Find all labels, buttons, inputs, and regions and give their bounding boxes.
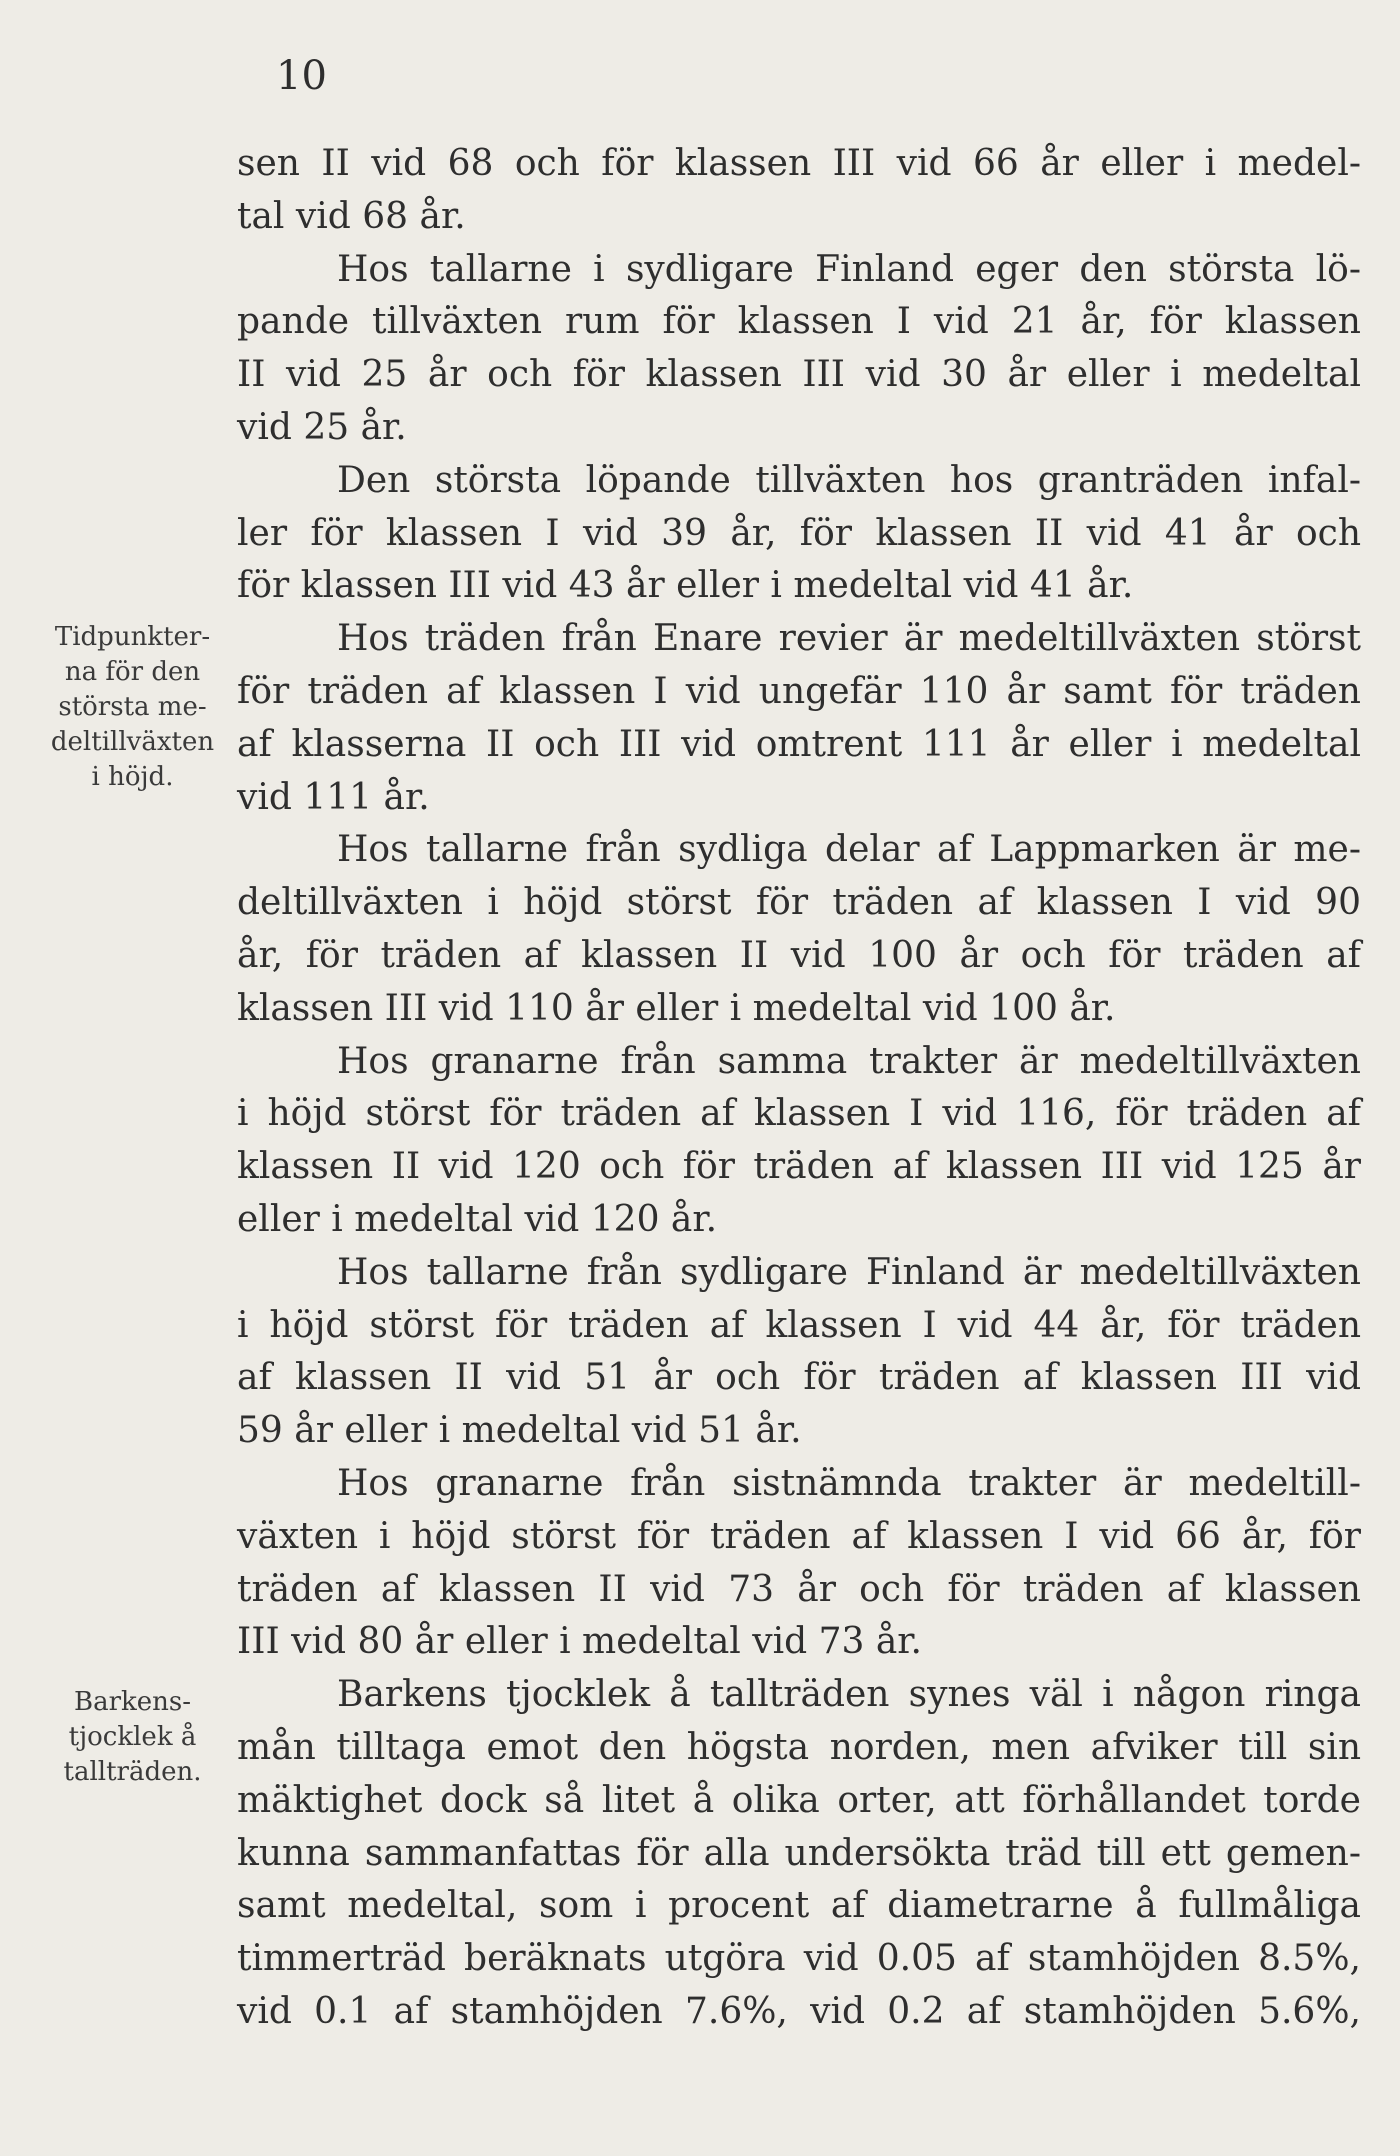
text-line: klassen III vid 110 år eller i medeltal vid 100 år. bbox=[237, 987, 1116, 1029]
text-line: 59 år eller i medeltal vid 51 år. bbox=[237, 1410, 802, 1452]
text-line: III vid 80 år eller i medeltal vid 73 år. bbox=[237, 1621, 923, 1663]
text-line: vid 25 år. bbox=[237, 406, 407, 448]
text-line: för träden af klassen I vid ungefär 110 år samt för träden bbox=[237, 670, 1361, 712]
body-text bbox=[237, 138, 1361, 2039]
text-line: Hos granarne från samma trakter är medeltillväxten bbox=[337, 1040, 1361, 1082]
marginal-note-line: i höjd. bbox=[91, 762, 174, 792]
text-line: timmerträd beräknats utgöra vid 0.05 af stamhöjden 8.5%, bbox=[237, 1938, 1361, 1980]
text-line: Hos träden från Enare revier är medeltillväxten störst bbox=[337, 618, 1361, 660]
text-line: ler för klassen I vid 39 år, för klassen II vid 41 år och bbox=[237, 512, 1361, 554]
marginal-note-line: deltillväxten bbox=[50, 727, 215, 757]
text-line: pande tillväxten rum för klassen I vid 21 år, för klassen bbox=[237, 301, 1361, 343]
text-line: af klasserna II och III vid omtrent 111 år eller i medeltal bbox=[237, 723, 1361, 765]
marginal-note-line: Tidpunkter- bbox=[54, 622, 211, 652]
text-line: Hos granarne från sistnämnda trakter är medeltill- bbox=[337, 1462, 1361, 1504]
text-line: Den största löpande tillväxten hos granträden infal- bbox=[337, 459, 1361, 501]
text-line: samt medeltal, som i procent af diametrarne å fullmåliga bbox=[237, 1885, 1361, 1927]
marginal-note-line: tjocklek å bbox=[68, 1722, 197, 1752]
text-line: träden af klassen II vid 73 år och för träden af klassen bbox=[237, 1568, 1361, 1610]
text-line: Hos tallarne från sydliga delar af Lappmarken är me- bbox=[337, 829, 1361, 871]
text-line: af klassen II vid 51 år och för träden af klassen III vid bbox=[237, 1357, 1361, 1399]
text-line: deltillväxten i höjd störst för träden af klassen I vid 90 bbox=[237, 882, 1361, 924]
text-line: vid 0.1 af stamhöjden 7.6%, vid 0.2 af stamhöjden 5.6%, bbox=[237, 1990, 1361, 2032]
page-number: 10 bbox=[276, 53, 327, 99]
text-line: år, för träden af klassen II vid 100 år och för träden af bbox=[237, 934, 1361, 976]
marginal-note-bark-thickness bbox=[40, 1685, 225, 1790]
text-line: klassen II vid 120 och för träden af klassen III vid 125 år bbox=[237, 1146, 1361, 1188]
text-line: växten i höjd störst för träden af klassen I vid 66 år, för bbox=[237, 1515, 1361, 1557]
text-line: eller i medeltal vid 120 år. bbox=[237, 1198, 718, 1240]
text-line: kunna sammanfattas för alla undersökta träd till ett gemen- bbox=[237, 1832, 1361, 1874]
text-line: II vid 25 år och för klassen III vid 30 år eller i medeltal bbox=[237, 354, 1361, 396]
marginal-note-line: största me- bbox=[58, 692, 207, 722]
marginal-note-growth-peak bbox=[40, 620, 225, 795]
text-line: sen II vid 68 och för klassen III vid 66 år eller i medel- bbox=[237, 143, 1361, 184]
text-line: mäktighet dock så litet å olika orter, att förhållandet torde bbox=[237, 1779, 1361, 1821]
text-line: i höjd störst för träden af klassen I vid 116, för träden af bbox=[237, 1093, 1361, 1135]
text-line: för klassen III vid 43 år eller i medeltal vid 41 år. bbox=[237, 565, 1134, 607]
marginal-note-line: na för den bbox=[64, 657, 201, 687]
text-line: i höjd störst för träden af klassen I vid 44 år, för träden bbox=[237, 1304, 1361, 1346]
text-line: Hos tallarne från sydligare Finland är medeltillväxten bbox=[337, 1251, 1361, 1293]
text-line: mån tilltaga emot den högsta norden, men afviker till sin bbox=[237, 1726, 1361, 1768]
marginal-note-line: tallträden. bbox=[63, 1757, 202, 1787]
text-line: Hos tallarne i sydligare Finland eger den största lö- bbox=[337, 248, 1361, 290]
text-line: tal vid 68 år. bbox=[237, 195, 466, 237]
marginal-note-line: Barkens- bbox=[73, 1687, 192, 1717]
text-line: Barkens tjocklek å tallträden synes väl i någon ringa bbox=[337, 1674, 1361, 1716]
text-line: vid 111 år. bbox=[237, 776, 430, 818]
